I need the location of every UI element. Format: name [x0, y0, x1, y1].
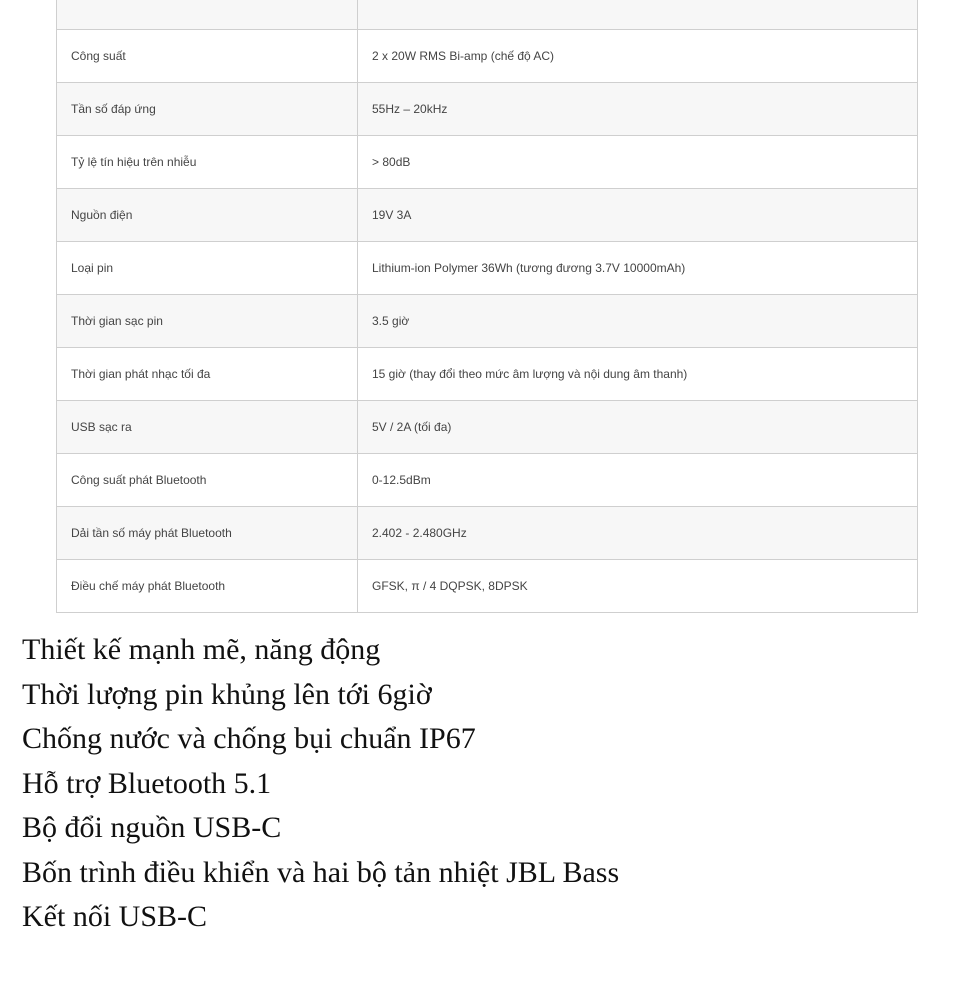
table-row: [57, 401, 918, 454]
feature-item: Chống nước và chống bụi chuẩn IP67: [22, 722, 476, 755]
spec-table: [56, 0, 918, 613]
feature-item: Bốn trình điều khiển và hai bộ tản nhiệt JBL Bass: [22, 855, 620, 889]
spec-value: GFSK, π / 4 DQPSK, 8DPSK: [358, 560, 918, 613]
spec-value: [358, 0, 918, 30]
spec-value: > 80dB: [358, 136, 918, 189]
spec-value: 15 giờ (thay đổi theo mức âm lượng và nội dung âm thanh): [358, 348, 918, 401]
table-row: [57, 348, 918, 401]
spec-label: Thời gian phát nhạc tối đa: [57, 348, 358, 401]
spec-label: Loại pin: [57, 242, 358, 295]
table-row: [57, 189, 918, 242]
spec-value: 19V 3A: [358, 189, 918, 242]
table-row: [57, 30, 918, 83]
feature-item: Hỗ trợ Bluetooth 5.1: [22, 766, 272, 800]
table-row: [57, 507, 918, 560]
table-row: [57, 0, 918, 30]
feature-item: Thời lượng pin khủng lên tới 6giờ: [22, 677, 432, 711]
feature-item: Thiết kế mạnh mẽ, năng động: [22, 633, 381, 666]
spec-label: USB sạc ra: [57, 401, 358, 454]
spec-value: Lithium-ion Polymer 36Wh (tương đương 3.7V 10000mAh): [358, 242, 918, 295]
table-row: [57, 454, 918, 507]
spec-label: Thời gian sạc pin: [57, 295, 358, 348]
feature-item: Kết nối USB-C: [22, 900, 208, 933]
spec-value: 0-12.5dBm: [358, 454, 918, 507]
spec-label: Công suất phát Bluetooth: [57, 454, 358, 507]
spec-label: Điều chế máy phát Bluetooth: [57, 560, 358, 613]
spec-label: Công suất: [57, 30, 358, 83]
spec-value: 2 x 20W RMS Bi-amp (chế độ AC): [358, 30, 918, 83]
feature-list: [22, 628, 619, 940]
spec-value: 3.5 giờ: [358, 295, 918, 348]
table-row: [57, 242, 918, 295]
spec-label: [57, 0, 358, 30]
feature-item: Bộ đổi nguồn USB-C: [22, 811, 282, 844]
table-row: [57, 136, 918, 189]
table-row: [57, 295, 918, 348]
spec-value: 5V / 2A (tối đa): [358, 401, 918, 454]
spec-label: Tỷ lệ tín hiệu trên nhiễu: [57, 136, 358, 189]
spec-value: 2.402 - 2.480GHz: [358, 507, 918, 560]
table-row: [57, 83, 918, 136]
spec-label: Nguồn điện: [57, 189, 358, 242]
table-row: [57, 560, 918, 613]
spec-label: Tần số đáp ứng: [57, 83, 358, 136]
spec-value: 55Hz – 20kHz: [358, 83, 918, 136]
spec-label: Dải tần số máy phát Bluetooth: [57, 507, 358, 560]
